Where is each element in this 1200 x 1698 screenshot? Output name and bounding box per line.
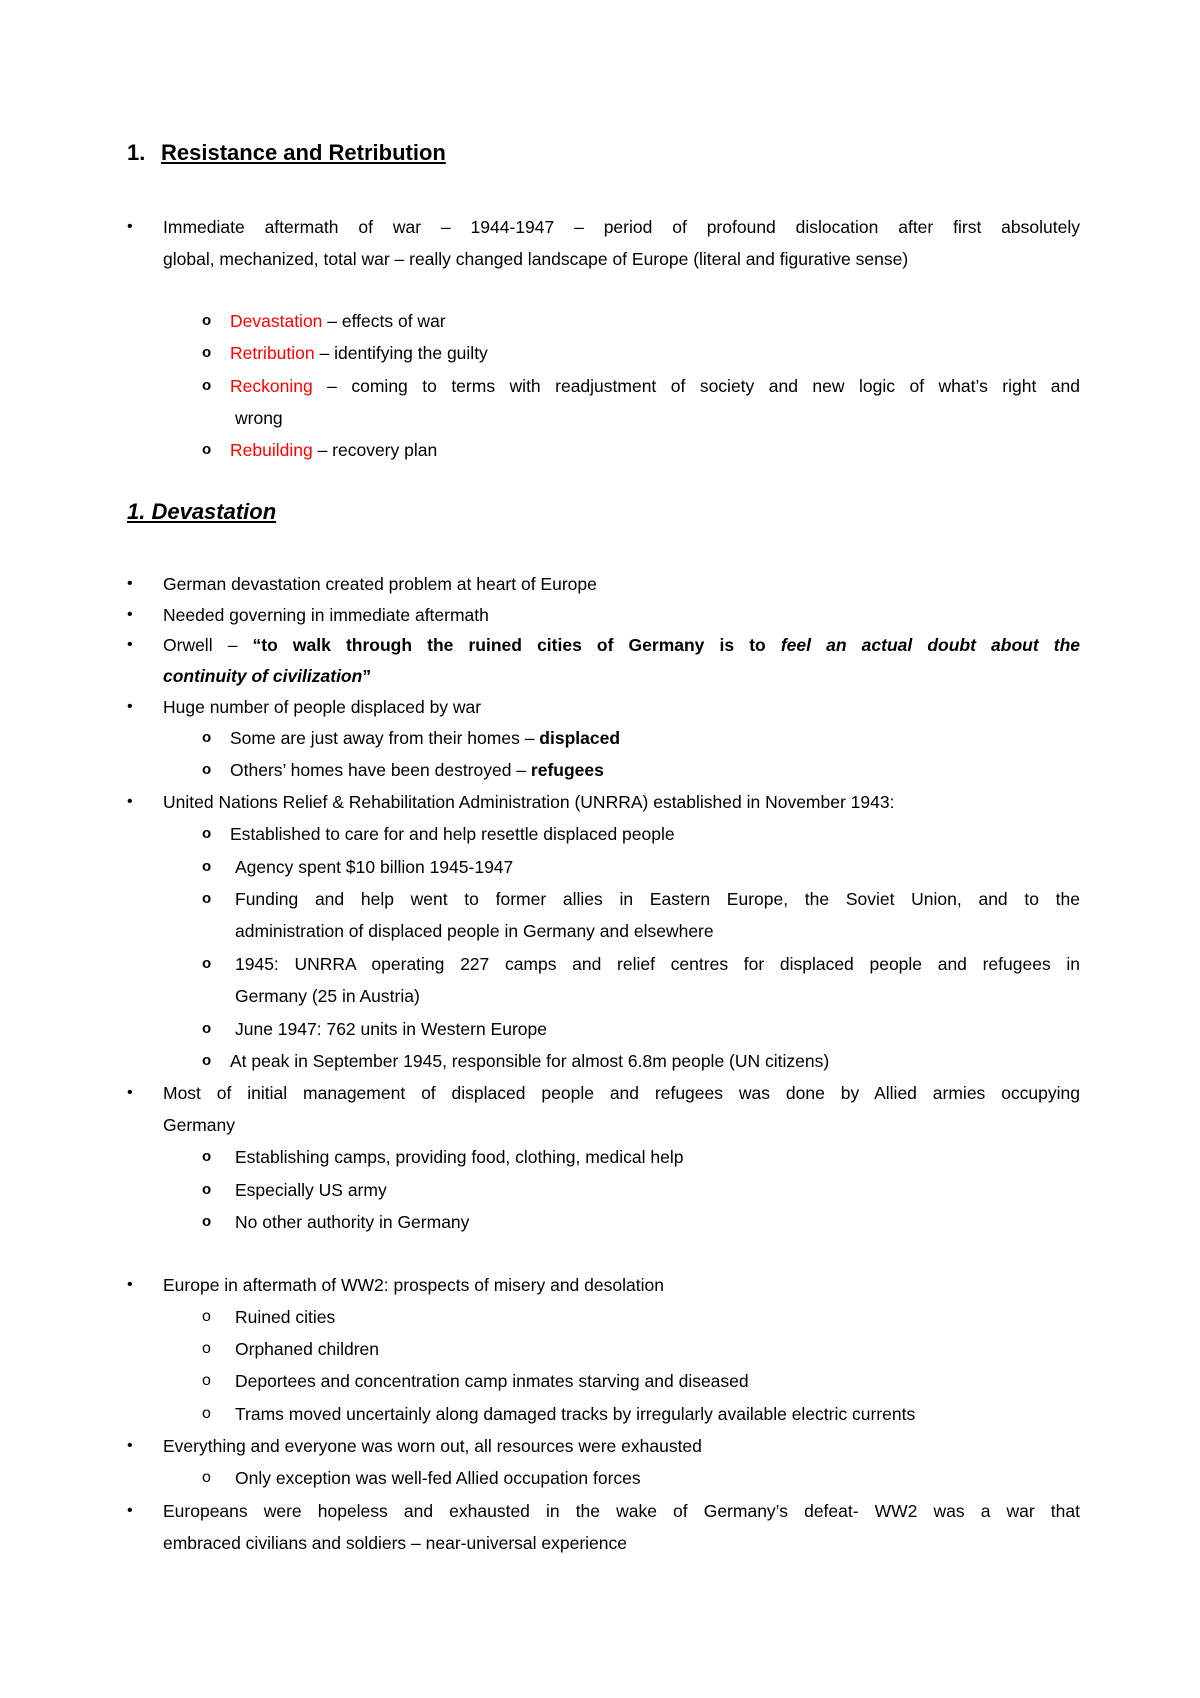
sub-marker: o (202, 1405, 211, 1422)
bullet-marker: • (127, 1084, 133, 1101)
bullet-unrra: United Nations Relief & Rehabilitation Administration (UNRRA) established in November 1943: (163, 792, 895, 812)
unrra-sub-3-cont: administration of displaced people in Germany and elsewhere (235, 921, 714, 941)
aftermath-sub-4: Trams moved uncertainly along damaged tracks by irregularly available electric currents (235, 1404, 916, 1424)
unrra-sub-3: Funding and help went to former allies in Eastern Europe, the Soviet Union, and to the (235, 889, 1080, 909)
theme-reckoning: Reckoning – coming to terms with readjustment of society and new logic of what’s right and (230, 376, 1080, 396)
sub-displaced: Some are just away from their homes – displaced (230, 728, 621, 748)
sub-marker: o (202, 825, 212, 842)
theme-rebuilding: Rebuilding – recovery plan (230, 440, 438, 460)
bullet-marker: • (127, 636, 133, 653)
bullet-governing: Needed governing in immediate aftermath (163, 605, 489, 625)
allied-sub-1: Establishing camps, providing food, clothing, medical help (235, 1147, 684, 1167)
subsection-heading: 1. Devastation (127, 499, 277, 524)
sub-marker: o (202, 1469, 211, 1486)
unrra-sub-5: June 1947: 762 units in Western Europe (235, 1019, 547, 1039)
section-heading (127, 140, 446, 166)
aftermath-sub-3: Deportees and concentration camp inmates starving and diseased (235, 1371, 749, 1391)
bullet-marker: • (127, 1502, 133, 1519)
unrra-sub-4: 1945: UNRRA operating 227 camps and relief centres for displaced people and refugees in (235, 954, 1080, 974)
bullet-german-devastation: German devastation created problem at heart of Europe (163, 574, 597, 594)
theme-reckoning-cont: wrong (235, 408, 283, 428)
theme-devastation: Devastation – effects of war (230, 311, 446, 331)
bullet-marker: • (127, 575, 133, 592)
bullet-worn-out: Everything and everyone was worn out, all resources were exhausted (163, 1436, 702, 1456)
bullet-marker: • (127, 606, 133, 623)
sub-marker: o (202, 955, 212, 972)
bullet-marker: • (127, 218, 133, 235)
orwell-quote-line-2: continuity of civilization” (163, 666, 372, 686)
allied-sub-3: No other authority in Germany (235, 1212, 470, 1232)
sub-marker: o (202, 761, 212, 778)
sub-marker: o (202, 441, 212, 458)
sub-refugees: Others’ homes have been destroyed – refugees (230, 760, 604, 780)
aftermath-sub-2: Orphaned children (235, 1339, 379, 1359)
bullet-marker: • (127, 1437, 133, 1454)
sub-marker: o (202, 1052, 212, 1069)
worn-out-sub-1: Only exception was well-fed Allied occupation forces (235, 1468, 641, 1488)
bullet-marker: • (127, 793, 133, 810)
sub-marker: o (202, 1372, 211, 1389)
allied-sub-2: Especially US army (235, 1180, 387, 1200)
sub-marker: o (202, 344, 212, 361)
unrra-sub-4-cont: Germany (25 in Austria) (235, 986, 420, 1006)
bullet-hopeless-cont: embraced civilians and soldiers – near-universal experience (163, 1533, 627, 1553)
sub-marker: o (202, 1213, 212, 1230)
bullet-hopeless: Europeans were hopeless and exhausted in the wake of Germany’s defeat- WW2 was a war that (163, 1501, 1080, 1521)
section-title: Resistance and Retribution (161, 140, 446, 165)
sub-marker: o (202, 1308, 211, 1325)
sub-marker: o (202, 858, 212, 875)
bullet-allied-armies: Most of initial management of displaced people and refugees was done by Allied armies occupying (163, 1083, 1080, 1103)
intro-line-2: global, mechanized, total war – really changed landscape of Europe (literal and figurative sense) (163, 249, 909, 269)
bullet-displaced: Huge number of people displaced by war (163, 697, 482, 717)
bullet-marker: • (127, 698, 133, 715)
sub-marker: o (202, 377, 212, 394)
unrra-sub-6: At peak in September 1945, responsible for almost 6.8m people (UN citizens) (230, 1051, 830, 1071)
section-number: 1. (127, 140, 146, 165)
bullet-marker: • (127, 1276, 133, 1293)
aftermath-sub-1: Ruined cities (235, 1307, 336, 1327)
sub-marker: o (202, 729, 212, 746)
bullet-allied-armies-cont: Germany (163, 1115, 235, 1135)
sub-marker: o (202, 312, 212, 329)
unrra-sub-1: Established to care for and help resettle displaced people (230, 824, 675, 844)
orwell-quote-line-1: Orwell – “to walk through the ruined cities of Germany is to feel an actual doubt about the (163, 635, 1081, 655)
unrra-sub-2: Agency spent $10 billion 1945-1947 (235, 857, 514, 877)
sub-marker: o (202, 1181, 212, 1198)
sub-marker: o (202, 890, 212, 907)
sub-marker: o (202, 1020, 212, 1037)
sub-marker: o (202, 1340, 211, 1357)
intro-line-1: Immediate aftermath of war – 1944-1947 – period of profound dislocation after first absolutely (163, 217, 1080, 237)
sub-marker: o (202, 1148, 212, 1165)
theme-retribution: Retribution – identifying the guilty (230, 343, 488, 363)
bullet-aftermath: Europe in aftermath of WW2: prospects of misery and desolation (163, 1275, 664, 1295)
